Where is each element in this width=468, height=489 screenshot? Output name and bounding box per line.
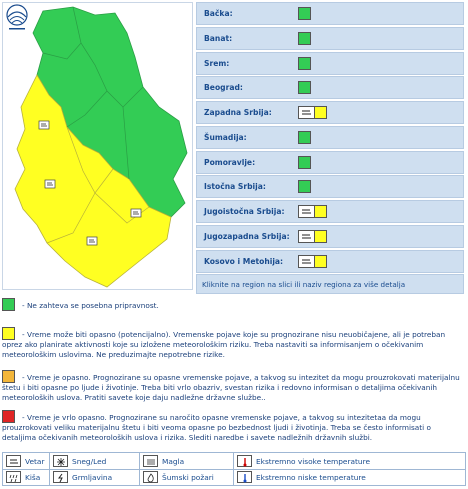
region-status	[298, 230, 327, 243]
forest-fire-icon	[143, 471, 158, 483]
fog-icon	[143, 455, 158, 467]
region-row[interactable]	[196, 250, 464, 273]
region-row[interactable]	[196, 225, 464, 248]
warning-level-square	[298, 32, 311, 45]
wind-icon	[298, 205, 314, 218]
warning-level-square	[298, 131, 311, 144]
region-row[interactable]	[196, 151, 464, 174]
high-temperature-icon	[237, 455, 252, 467]
region-row[interactable]	[196, 27, 464, 50]
region-name[interactable]: Srem:	[204, 58, 230, 68]
warning-level-square	[298, 180, 311, 193]
region-row[interactable]	[196, 2, 464, 25]
region-name[interactable]: Beograd:	[204, 83, 243, 93]
region-status	[298, 81, 311, 94]
icon-legend-low-temp: Ekstremno niske temperature	[256, 472, 366, 482]
region-row[interactable]	[196, 126, 464, 149]
icon-legend-wind: Vetar	[25, 456, 45, 466]
region-name[interactable]: Jugoistočna Srbija:	[204, 207, 285, 216]
low-temperature-icon	[237, 471, 252, 483]
map-wind-icon-west	[39, 121, 49, 129]
region-status	[298, 255, 327, 268]
region-row[interactable]	[196, 175, 464, 198]
region-row[interactable]	[196, 76, 464, 99]
warning-level-square	[314, 205, 327, 218]
region-name[interactable]: Jugozapadna Srbija:	[204, 231, 290, 241]
map-wind-icon-southeast	[131, 209, 141, 217]
region-name[interactable]: Banat:	[204, 33, 233, 43]
warning-level-square	[298, 57, 311, 70]
region-name[interactable]: Istočna Srbija:	[204, 182, 266, 192]
region-status	[298, 57, 311, 70]
icon-legend-rain: Kiša	[25, 472, 41, 482]
region-name[interactable]: Pomoravlje:	[204, 157, 256, 167]
warning-level-square	[298, 7, 311, 20]
legend-green-text: - Ne zahteva se posebna pripravnost.	[22, 301, 159, 310]
map-wind-icon-southwest	[45, 180, 55, 188]
legend-yellow-text: - Vreme može biti opasno (potencijalno). Vremenske pojave koje su prognozirane nisu neuobičajene, ali je potreban oprez ako planirate aktivnosti koje su izložene meteorološkim riziku. Treba nastaviti sa informisanjem o očekivanim meteorološkim uslovima. Ne preduzimajte nepotrebne rizike.	[2, 330, 446, 359]
region-name[interactable]: Zapadna Srbija:	[204, 108, 272, 117]
rhmz-logo-icon	[3, 3, 31, 33]
wind-icon	[6, 455, 21, 467]
legend-red-text: - Vreme je vrlo opasno. Prognozirane su naročito opasne vremenske pojave, a takvog su intezitetaa da mogu prouzrokovati veliku materijalnu štetu i biti veoma opasne po bezbednost ljudi i životinja. Treba se često informisati o detaljima očekivanih meteoroloških uslova i rizika. Slediti naredbe i savete nadležnih državnih službi.	[2, 413, 431, 442]
region-name[interactable]: Bačka:	[204, 9, 233, 18]
icon-legend-fire: Šumski požari	[162, 472, 214, 482]
region-status	[298, 7, 311, 20]
serbia-warning-map[interactable]	[2, 2, 193, 290]
icon-legend-fog: Magla	[162, 456, 185, 466]
region-row[interactable]	[196, 101, 464, 124]
region-name[interactable]: Kosovo i Metohija:	[204, 256, 284, 266]
region-row[interactable]	[196, 52, 464, 75]
region-row[interactable]	[196, 200, 464, 223]
icon-legend-high-temp: Ekstremno visoke temperature	[256, 456, 371, 466]
thunderstorm-icon	[53, 471, 68, 483]
region-status	[298, 106, 327, 119]
region-status	[298, 131, 311, 144]
map-wind-icon-kosovo	[87, 237, 97, 245]
region-status	[298, 156, 311, 169]
wind-icon	[298, 106, 314, 119]
snow-ice-icon	[53, 455, 68, 467]
warning-level-square	[298, 156, 311, 169]
warning-level-square	[314, 255, 327, 268]
warning-level-square	[298, 81, 311, 94]
region-status	[298, 205, 327, 218]
icon-legend-thunder: Grmljavina	[72, 472, 113, 482]
region-click-hint: Kliknite na region na slici ili naziv regiona za više detalja	[196, 274, 464, 294]
icon-legend	[2, 452, 466, 486]
rain-icon	[6, 471, 21, 483]
icon-legend-snow: Sneg/Led	[72, 456, 107, 466]
legend-orange-text: - Vreme je opasno. Prognozirane su opasne vremenske pojave, a takvog su intezitet da mogu prouzrokovati materijalnu štetu i biti opasne po ljude i životinje. Treba biti vrlo obazriv, svestan rizika i redovno informisan o detaljima očekivanih meteoroloških uslova. Pratiti savete koje daju nadležne državne službe..	[2, 373, 460, 402]
wind-icon	[298, 230, 314, 243]
wind-icon	[298, 255, 314, 268]
region-status	[298, 32, 311, 45]
warning-level-square	[314, 106, 327, 119]
warning-level-square	[314, 230, 327, 243]
region-list	[196, 2, 464, 294]
region-status	[298, 180, 311, 193]
region-name[interactable]: Šumadija:	[204, 132, 247, 142]
